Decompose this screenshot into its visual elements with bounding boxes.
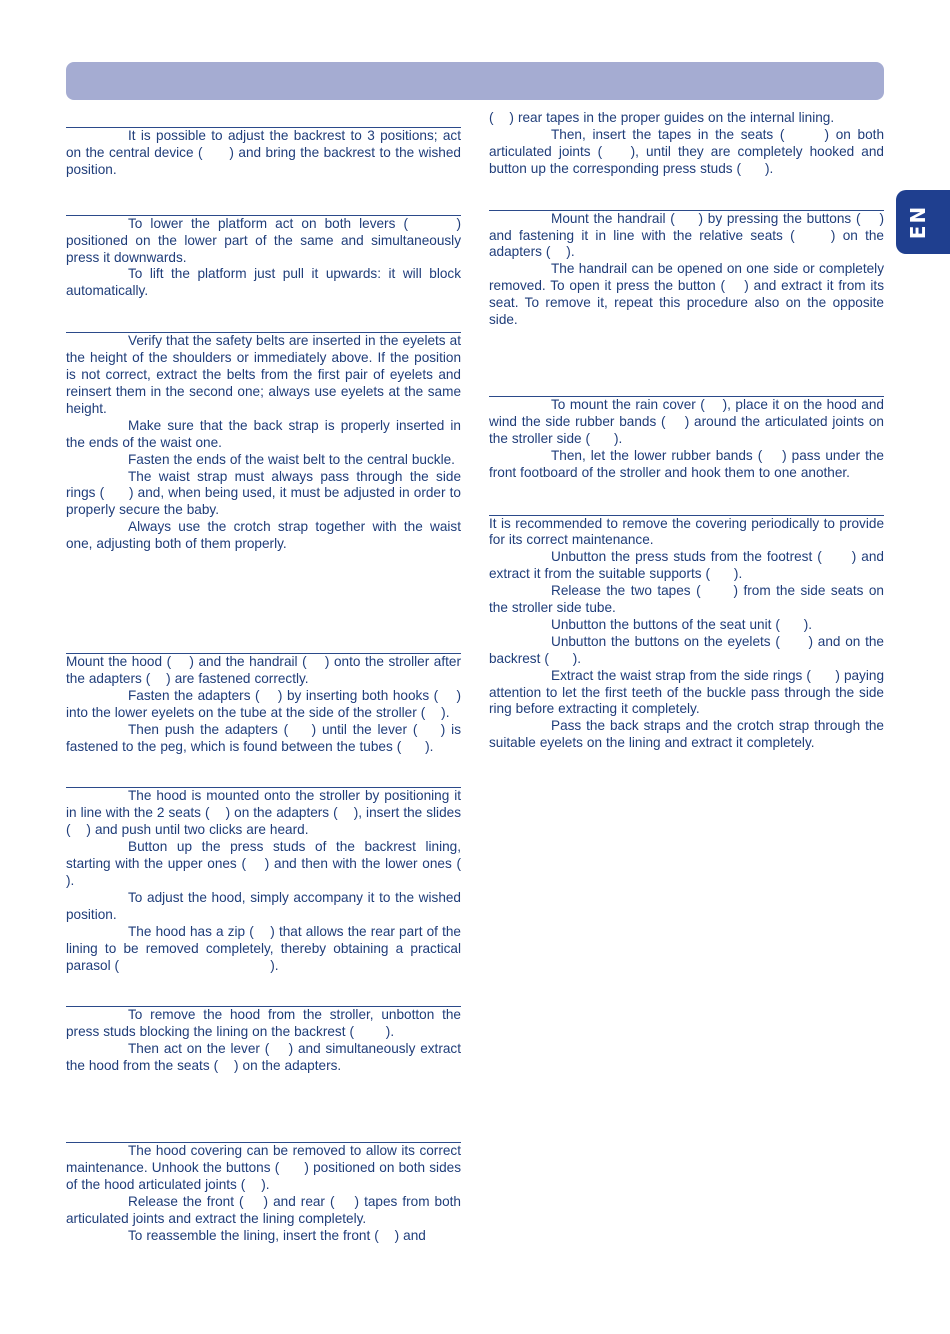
paragraph: Button up the press studs of the backrest lining, starting with the upper ones ( ) and then with the lower ones ( ).	[66, 839, 477, 888]
paragraph: Then act on the lever ( ) and simultaneously extract the hood from the seats ( ) on the adapters.	[66, 1041, 465, 1074]
instruction-section	[66, 215, 465, 301]
paragraph: Unbutton the buttons on the eyelets ( ) and on the backrest ( ).	[489, 633, 888, 666]
paragraph: The waist strap must always pass through the side rings ( ) and, when being used, it must be adjusted in order to properly secure the baby.	[66, 468, 465, 518]
instruction-section	[489, 210, 888, 329]
paragraph: Then push the adapters ( ) until the lever ( ) is fastened to the peg, which is found between the tubes ( ).	[66, 721, 465, 754]
paragraph: To remove the hood from the stroller, unbotton the press studs blocking the lining on the backrest ( ).	[66, 1007, 465, 1040]
paragraph: To adjust the hood, simply accompany it to the wished position.	[66, 889, 465, 922]
paragraph: The handrail can be opened on one side or completely removed. To open it press the button ( ) and extract it from its seat. To remove it, repeat this procedure also on the opposite side.	[489, 261, 888, 328]
paragraph: Unbutton the buttons of the seat unit ( ).	[551, 616, 813, 632]
paragraph: To lift the platform just pull it upwards: it will block automatically.	[66, 266, 465, 299]
instruction-section	[489, 110, 888, 178]
paragraph: ( ) rear tapes in the proper guides on the internal lining.	[489, 110, 835, 125]
paragraph: To mount the rain cover ( ), place it on the hood and wind the side rubber bands ( ) around the articulated joints on the stroller side ( ).	[489, 396, 888, 446]
paragraph: Release the front ( ) and rear ( ) tapes from both articulated joints and extract the lining completely.	[66, 1193, 465, 1226]
paragraph: It is recommended to remove the covering periodically to provide for its correct maintenance.	[489, 515, 888, 548]
paragraph: Verify that the safety belts are inserted in the eyelets at the height of the shoulders or immediately above. If the position is not correct, extract the belts from the first pair of eyelets and reinsert them in the second one; always use eyelets at the same height.	[66, 333, 465, 416]
paragraph: To lower the platform act on both levers ( ) positioned on the lower part of the same and simultaneously press it downwards.	[66, 215, 465, 265]
instruction-section	[489, 396, 888, 482]
instruction-section	[66, 127, 465, 179]
instruction-section	[66, 787, 477, 974]
paragraph: Extract the waist strap from the side rings ( ) paying attention to let the first teeth of the buckle pass through the side ring before extracting it completely.	[489, 667, 888, 717]
paragraph: The hood has a zip ( ) that allows the rear part of the lining to be removed completely, thereby obtaining a practical parasol ( ).	[66, 923, 465, 973]
paragraph: Release the two tapes ( ) from the side seats on the stroller side tube.	[489, 583, 888, 616]
paragraph: The hood is mounted onto the stroller by positioning it in line with the 2 seats ( ) on the adapters ( ), insert the slides ( ) and push until two clicks are heard.	[66, 788, 465, 838]
language-label: EN	[906, 204, 930, 240]
paragraph: Fasten the adapters ( ) by inserting both hooks ( ) into the lower eyelets on the tube at the side of the stroller ( ).	[66, 687, 465, 720]
header-band	[66, 62, 884, 100]
paragraph: Unbutton the press studs from the footrest ( ) and extract it from the suitable supports ( ).	[489, 549, 888, 582]
instruction-section	[489, 515, 888, 753]
left-column	[66, 110, 477, 1245]
paragraph: It is possible to adjust the backrest to 3 positions; act on the central device ( ) and bring the backrest to the wished position.	[66, 128, 465, 177]
right-column	[489, 110, 888, 752]
instruction-section	[66, 1142, 465, 1244]
paragraph: The hood covering can be removed to allow its correct maintenance. Unhook the buttons ( ) positioned on both sides of the hood articulated joints ( ).	[66, 1143, 465, 1192]
instruction-section	[66, 1006, 465, 1075]
language-tab	[896, 190, 950, 254]
instruction-section	[66, 332, 465, 553]
paragraph: Make sure that the back strap is properly inserted in the ends of the waist one.	[66, 417, 465, 450]
paragraph: Mount the hood ( ) and the handrail ( ) onto the stroller after the adapters ( ) are fastened correctly.	[66, 654, 465, 686]
paragraph: Always use the crotch strap together with the waist one, adjusting both of them properly.	[66, 519, 465, 552]
paragraph: Then, insert the tapes in the seats ( ) on both articulated joints ( ), until they are completely hooked and button up the corresponding press studs ( ).	[489, 126, 888, 176]
instruction-section	[66, 653, 465, 755]
paragraph: To reassemble the lining, insert the front ( ) and	[128, 1227, 426, 1243]
paragraph: Mount the handrail ( ) by pressing the buttons ( ) and fastening it in line with the relative seats ( ) on the adapters ( ).	[489, 210, 888, 260]
paragraph: Pass the back straps and the crotch strap through the suitable eyelets on the lining and extract it completely.	[489, 718, 888, 751]
paragraph: Then, let the lower rubber bands ( ) pass under the front footboard of the stroller and hook them to one another.	[489, 447, 888, 480]
paragraph: Fasten the ends of the waist belt to the central buckle.	[128, 451, 455, 467]
